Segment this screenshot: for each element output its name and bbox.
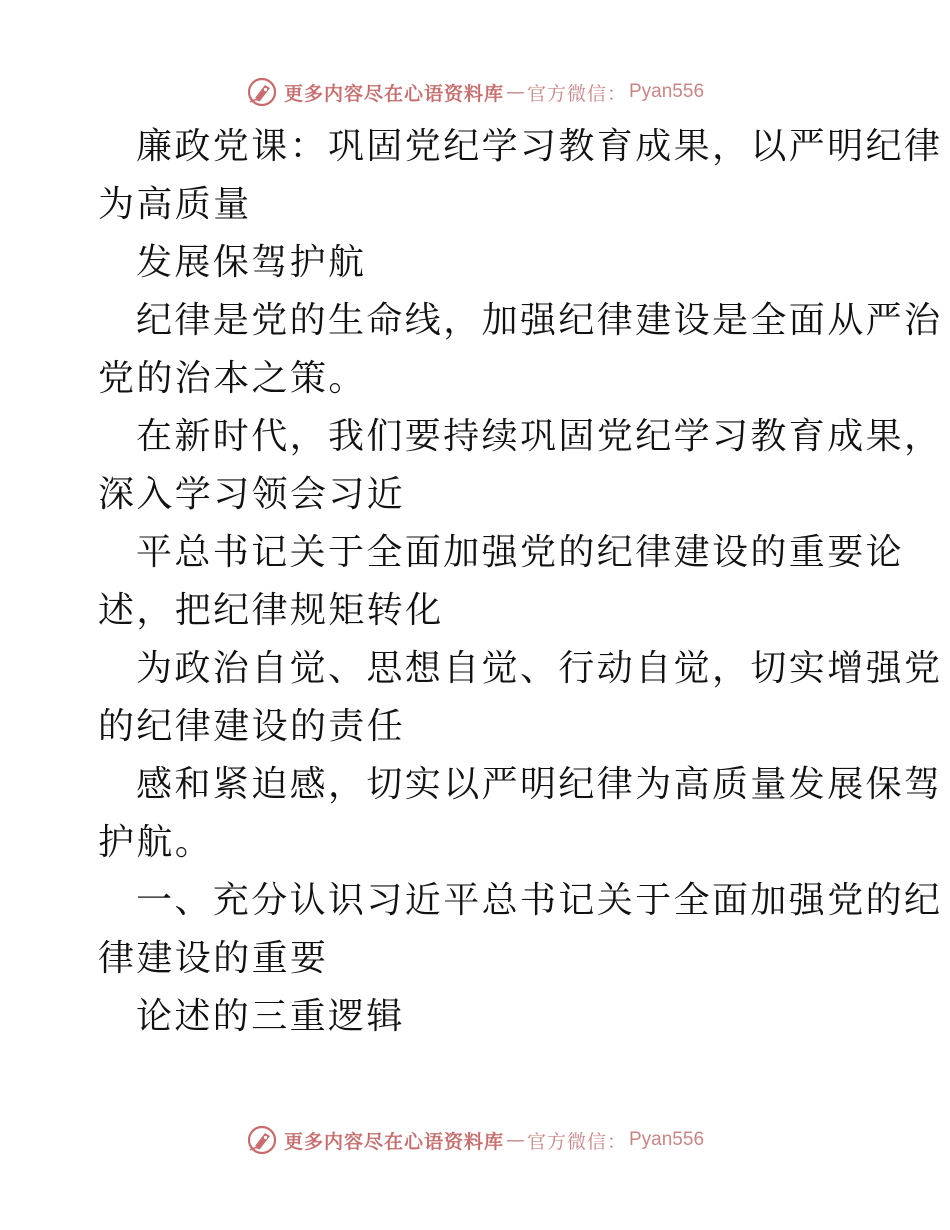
watermark-sub-text: 官方微信： [526, 1130, 627, 1153]
paragraph-line: 在新时代，我们要持续巩固党纪学习教育成果， [136, 416, 943, 457]
document-title-line-2: 为高质量 [98, 184, 252, 225]
section-heading-line-2: 律建设的重要 [98, 938, 329, 979]
paragraph-line: 为政治自觉、思想自觉、行动自觉，切实增强党 [136, 648, 943, 689]
watermark-main-text: 更多内容尽在心语资料库 [283, 82, 504, 105]
paragraph-line: 纪律是党的生命线，加强纪律建设是全面从严治 [136, 300, 943, 341]
watermark-wechat-id: Pyan556 [629, 81, 705, 102]
watermark-dash: — [505, 81, 525, 103]
paragraph-line: 党的治本之策。 [98, 358, 367, 399]
section-heading-line-1: 一、充分认识习近平总书记关于全面加强党的纪 [136, 880, 943, 921]
pen-nib-logo-icon [246, 1124, 278, 1156]
paragraph-line: 护航。 [98, 822, 214, 863]
document-body [98, 118, 943, 1046]
watermark-dash: — [505, 1129, 525, 1151]
header-watermark [0, 72, 950, 112]
paragraph-line: 平总书记关于全面加强党的纪律建设的重要论 [136, 532, 905, 573]
pen-nib-logo-icon [246, 76, 278, 108]
section-heading-line-3: 论述的三重逻辑 [136, 996, 405, 1037]
watermark-wechat-id: Pyan556 [629, 1129, 705, 1150]
footer-watermark [0, 1120, 950, 1160]
watermark-main-text: 更多内容尽在心语资料库 [283, 1130, 504, 1153]
document-subtitle-line: 发展保驾护航 [136, 242, 367, 283]
paragraph-line: 的纪律建设的责任 [98, 706, 406, 747]
paragraph-line: 感和紧迫感，切实以严明纪律为高质量发展保驾 [136, 764, 943, 805]
watermark-sub-text: 官方微信： [526, 82, 627, 105]
paragraph-line: 深入学习领会习近 [98, 474, 406, 515]
paragraph-line: 述，把纪律规矩转化 [98, 590, 444, 631]
document-title-line-1: 廉政党课：巩固党纪学习教育成果，以严明纪律 [136, 126, 943, 167]
